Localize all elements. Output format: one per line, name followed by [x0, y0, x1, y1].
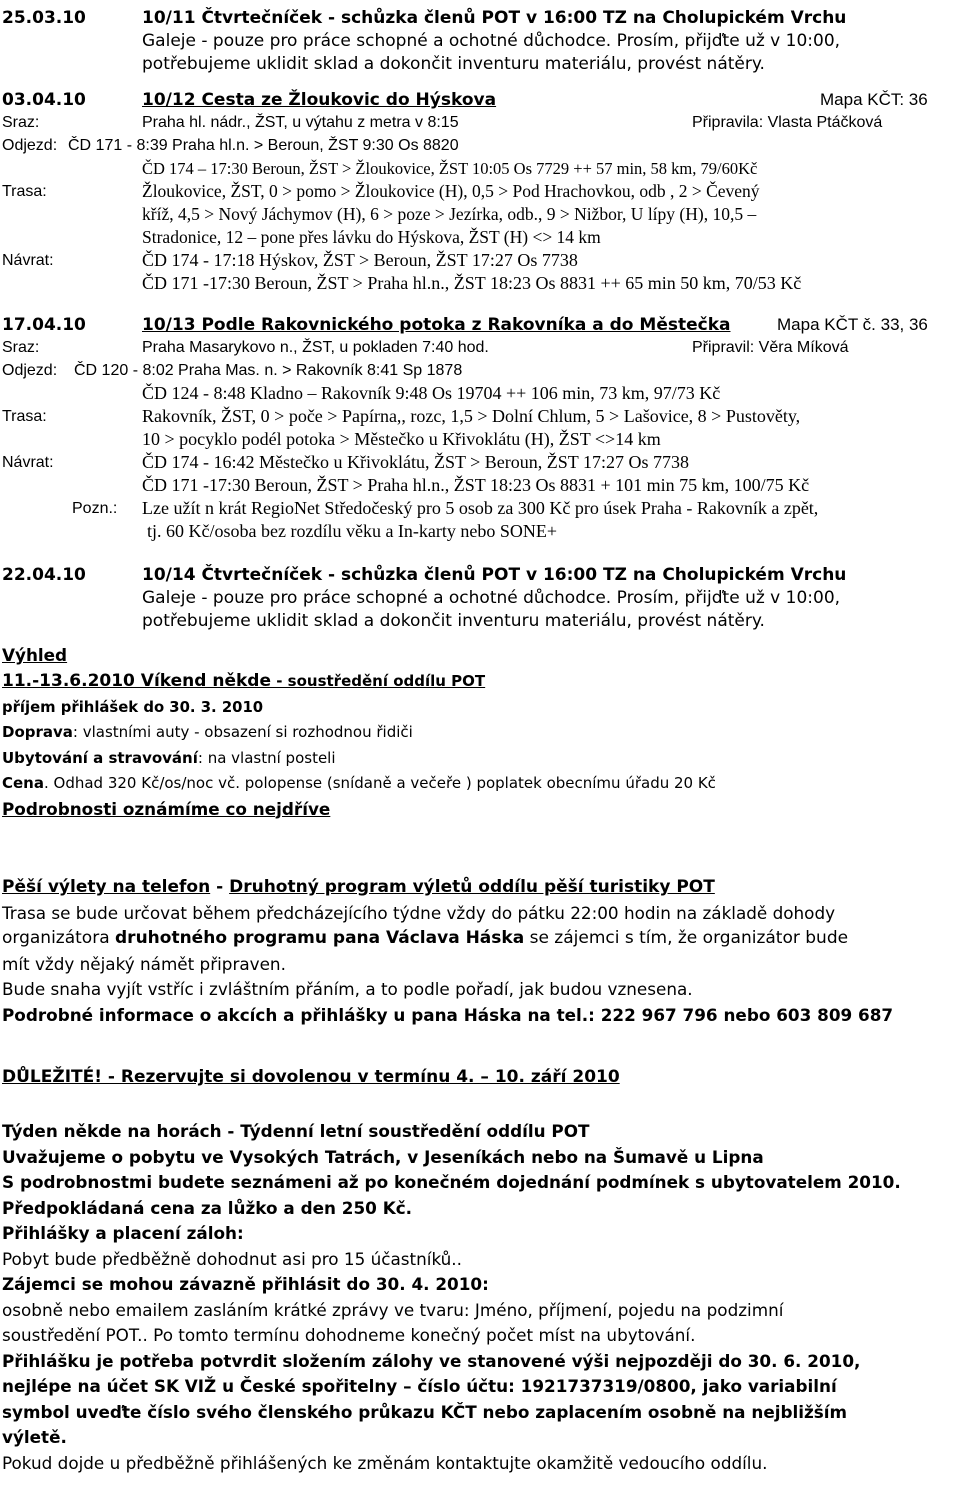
- outlook-heading: Výhled: [2, 645, 68, 665]
- odjezd-value: ČD 171 - 8:39 Praha hl.n. > Beroun, ŽST 9:30 Os 8820: [68, 137, 459, 154]
- camp-line: nejlépe na účet SK VIŽ u České spořitelny – číslo účtu: 1921737319/0800, jako variabilní: [2, 1376, 837, 1396]
- entry-25-03: [2, 6, 957, 75]
- camp-heading: Týden někde na horách - Týdenní letní soustředění oddílu POT: [2, 1121, 590, 1141]
- camp-line: výletě.: [2, 1427, 67, 1447]
- entry-title: 10/13 Podle Rakovnického potoka z Rakovníka a do Městečka: [142, 315, 731, 335]
- camp-line: Přihlášku je potřeba potvrdit složením zálohy ve stanovené výši nejpozději do 30. 6. 2010,: [2, 1350, 861, 1371]
- navrat-value: ČD 171 -17:30 Beroun, ŽST > Praha hl.n., ŽST 18:23 Os 8831 + 101 min 75 km, 100/75 Kč: [142, 475, 810, 495]
- outlook-event: [2, 669, 957, 695]
- outlook-section: [2, 643, 957, 822]
- entry-text: potřebujeme uklidit sklad a dokončit inventuru materiálu, provést nátěry.: [142, 54, 765, 74]
- summer-camp-section: [2, 1119, 957, 1476]
- camp-line: symbol uveďte číslo svého členského průkazu KČT nebo zaplacením osobně na nejbližším: [2, 1401, 848, 1422]
- camp-line: soustředění POT.. Po tomto termínu dohodneme konečný počet míst na ubytování.: [2, 1325, 696, 1345]
- entry-text: potřebujeme uklidit sklad a dokončit inventuru materiálu, provést nátěry.: [142, 611, 765, 631]
- entry-date: 03.04.10: [2, 90, 86, 110]
- organizer: Připravil: Věra Míková: [692, 339, 849, 356]
- sraz-label: Sraz:: [2, 114, 40, 131]
- paragraph-line: Bude snaha vyjít vstříc i zvláštním přáním, a to podle pořadí, jak budou vznesena.: [2, 979, 693, 999]
- camp-line: Pokud dojde u předběžně přihlášených ke změnám kontaktujte okamžitě vedoucího oddílu.: [2, 1452, 768, 1473]
- sraz-label: Sraz:: [2, 339, 40, 356]
- camp-line: Pobyt bude předběžně dohodnut asi pro 15 účastníků..: [2, 1248, 462, 1269]
- trasa-value: 10 > pocyklo podél potoka > Městečko u Křivoklátu (H), ŽST <>14 km: [142, 429, 661, 449]
- trasa-label: Trasa:: [2, 183, 47, 200]
- transport-text: : vlastními auty - obsazení si rozhodnou řidiči: [72, 723, 413, 741]
- transport-line: [2, 720, 957, 746]
- entry-date: 25.03.10: [2, 8, 86, 28]
- entry-text: Galeje - pouze pro práce schopné a ochotné důchodce. Prosím, přijďte už v 10:00,: [142, 588, 841, 608]
- accommodation-text: : na vlastní posteli: [197, 748, 336, 767]
- organizer: Připravila: Vlasta Ptáčková: [692, 114, 883, 131]
- trasa-value: kříž, 4,5 > Nový Jáchymov (H), 6 > poze > Jezírka, odb., 9 > Nižbor, U lípy (H), 10,5 –: [142, 204, 757, 224]
- camp-line: S podrobnostmi budete seznámeni až po konečném dojednání podmínek s ubytovatelem 2010.: [2, 1172, 901, 1192]
- accommodation-label: Ubytování a stravování: [2, 748, 198, 767]
- price-text: . Odhad 320 Kč/os/noc vč. polopense (snídaně a večeře ) poplatek obecnímu úřadu 20 Kč: [43, 774, 716, 792]
- camp-line: osobně nebo emailem zasláním krátké zprávy ve tvaru: Jméno, příjmení, pojedu na podzimní: [2, 1299, 784, 1320]
- paragraph-text: se zájemci s tím, že organizátor bude: [524, 928, 849, 948]
- entry-title: 10/12 Cesta ze Žloukovic do Hýskova: [142, 90, 497, 110]
- map-reference: Mapa KČT: 36: [820, 90, 928, 109]
- pozn-value: Lze užít n krát RegioNet Středočeský pro 5 osob za 300 Kč pro úsek Praha - Rakovník a zpět,: [142, 498, 819, 518]
- paragraph-text: organizátora: [2, 928, 116, 948]
- details-note: Podrobnosti oznámíme co nejdříve: [2, 798, 331, 819]
- camp-line: Uvažujeme o pobytu ve Vysokých Tatrách, v Jeseníkách nebo na Šumavě u Lipna: [2, 1146, 764, 1167]
- important-notice: DŮLEŽITÉ! - Rezervujte si dovolenou v termínu 4. – 10. září 2010: [2, 1067, 620, 1087]
- phone-trips-title: Pěší výlety na telefon: [2, 877, 211, 897]
- entry-22-04: [2, 563, 957, 632]
- entry-date: 17.04.10: [2, 315, 86, 335]
- organizer-name: druhotného programu pana Václava Háska: [115, 928, 525, 948]
- navrat-value: ČD 171 -17:30 Beroun, ŽST > Praha hl.n., ŽST 18:23 Os 8831 ++ 65 min 50 km, 70/53 Kč: [142, 273, 802, 293]
- trasa-value: Žloukovice, ŽST, 0 > pomo > Žloukovice (H), 0,5 > Pod Hrachovkou, odb , 2 > Čevený: [142, 181, 760, 201]
- pozn-label: Pozn.:: [72, 500, 118, 517]
- phone-trips-section: [2, 875, 957, 1028]
- trasa-label: Trasa:: [2, 408, 47, 425]
- transport-label: Doprava: [2, 723, 73, 741]
- trasa-value: Stradonice, 12 – pone přes lávku do Hýskova, ŽST (H) <> 14 km: [142, 227, 601, 247]
- registration-deadline: příjem přihlášek do 30. 3. 2010: [2, 698, 264, 716]
- accommodation-line: [2, 746, 957, 772]
- odjezd-value: ČD 124 - 8:48 Kladno – Rakovník 9:48 Os 19704 ++ 106 min, 73 km, 97/73 Kč: [142, 383, 721, 403]
- navrat-value: ČD 174 - 16:42 Městečko u Křivoklátu, ŽST > Beroun, ŽST 17:27 Os 7738: [142, 452, 689, 472]
- navrat-label: Návrat:: [2, 454, 54, 471]
- sraz-value: Praha hl. nádr., ŽST, u výtahu z metra v 8:15: [142, 114, 459, 131]
- trasa-value: Rakovník, ŽST, 0 > poče > Papírna,, rozc, 1,5 > Dolní Chlum, 5 > Lašovice, 8 > Pustověty,: [142, 406, 801, 426]
- contact-info: Podrobné informace o akcích a přihlášky u pana Háska na tel.: 222 967 796 nebo 603 809 687: [2, 1004, 894, 1025]
- outlook-event-subtitle: - soustředění oddílu POT: [271, 672, 486, 690]
- navrat-label: Návrat:: [2, 252, 54, 269]
- odjezd-value: ČD 120 - 8:02 Praha Mas. n. > Rakovník 8:41 Sp 1878: [74, 362, 463, 379]
- entry-17-04: [2, 313, 957, 543]
- map-reference: Mapa KČT č. 33, 36: [777, 315, 928, 334]
- entry-date: 22.04.10: [2, 565, 86, 585]
- camp-subheading: Zájemci se mohou závazně přihlásit do 30. 4. 2010:: [2, 1274, 489, 1294]
- camp-subheading: Přihlášky a placení záloh:: [2, 1223, 244, 1243]
- navrat-value: ČD 174 - 17:18 Hýskov, ŽST > Beroun, ŽST 17:27 Os 7738: [142, 250, 578, 270]
- secondary-program-title: Druhotný program výletů oddílu pěší turistiky POT: [229, 877, 715, 897]
- sraz-value: Praha Masarykovo n., ŽST, u pokladen 7:40 hod.: [142, 339, 489, 356]
- entry-title: 10/14 Čtvrtečníček - schůzka členů POT v 16:00 TZ na Cholupickém Vrchu: [142, 565, 847, 585]
- odjezd-label: Odjezd:: [2, 137, 58, 154]
- entry-title: 10/11 Čtvrtečníček - schůzka členů POT v 16:00 TZ na Cholupickém Vrchu: [142, 8, 847, 28]
- entry-text: Galeje - pouze pro práce schopné a ochotné důchodce. Prosím, přijďte už v 10:00,: [142, 31, 841, 51]
- price-label: Cena: [2, 774, 44, 792]
- heading-separator: -: [210, 877, 230, 897]
- phone-trips-heading: [2, 875, 957, 901]
- odjezd-label: Odjezd:: [2, 362, 58, 379]
- camp-price: Předpokládaná cena za lůžko a den 250 Kč.: [2, 1197, 413, 1218]
- entry-03-04: [2, 88, 957, 295]
- odjezd-value: ČD 174 – 17:30 Beroun, ŽST > Žloukovice, ŽST 10:05 Os 7729 ++ 57 min, 58 km, 79/60Kč: [142, 159, 758, 178]
- price-line: [2, 771, 957, 797]
- outlook-event-title: 11.-13.6.2010 Víkend někde: [2, 671, 271, 691]
- pozn-value: tj. 60 Kč/osoba bez rozdílu věku a In-karty nebo SONE+: [147, 521, 558, 541]
- paragraph-line: Trasa se bude určovat během předcházejícího týdne vždy do pátku 22:00 hodin na základě dohody: [2, 902, 836, 923]
- paragraph-line: mít vždy nějaký námět připraven.: [2, 953, 286, 974]
- paragraph-line: [2, 926, 957, 952]
